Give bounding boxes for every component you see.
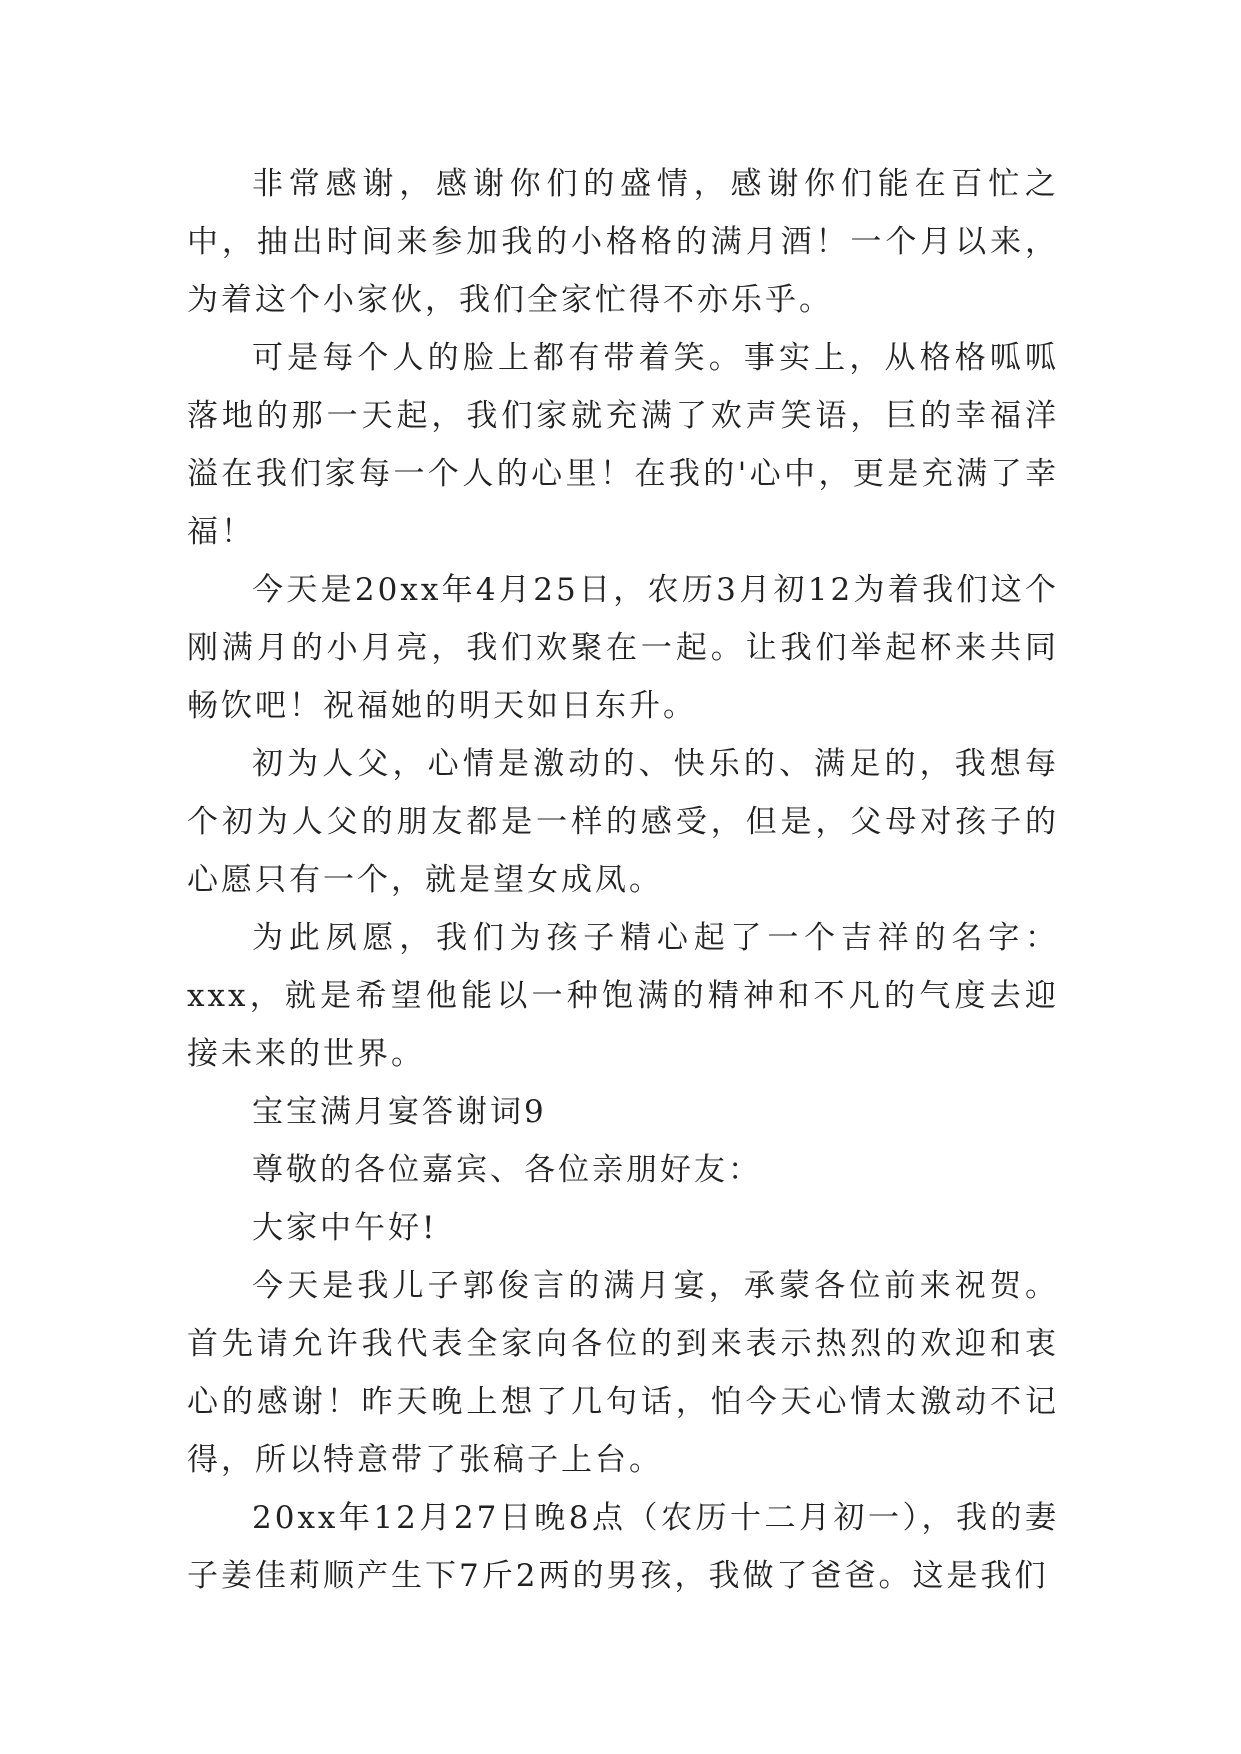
- paragraph-name: 为此夙愿，我们为孩子精心起了一个吉祥的名字：xxx，就是希望他能以一种饱满的精神和不凡的气度去迎接未来的世界。: [187, 920, 1059, 1072]
- paragraph-welcome: 今天是我儿子郭俊言的满月宴，承蒙各位前来祝贺。首先请允许我代表全家向各位的到来表示热烈的欢迎和衷心的感谢！昨天晚上想了几句话，怕今天心情太激动不记得，所以特意带了张稿子上台。: [187, 1268, 1059, 1478]
- paragraph-birth: 20xx年12月27日晚8点（农历十二月初一），我的妻子姜佳莉顺产生下7斤2两的男孩，我做了爸爸。这是我们: [187, 1500, 1059, 1594]
- paragraph-happiness: 可是每个人的脸上都有带着笑。事实上，从格格呱呱落地的那一天起，我们家就充满了欢声笑语，巨的幸福洋溢在我们家每一个人的心里！在我的'心中，更是充满了幸福！: [187, 340, 1059, 550]
- greeting: 大家中午好!: [252, 1210, 438, 1246]
- paragraph-date: 今天是20xx年4月25日，农历3月初12为着我们这个刚满月的小月亮，我们欢聚在一起。让我们举起杯来共同畅饮吧！祝福她的明天如日东升。: [187, 572, 1059, 724]
- paragraph-new-father: 初为人父，心情是激动的、快乐的、满足的，我想每个初为人父的朋友都是一样的感受，但是，父母对孩子的心愿只有一个，就是望女成凤。: [187, 746, 1059, 898]
- salutation: 尊敬的各位嘉宾、各位亲朋好友：: [252, 1152, 762, 1188]
- document-body: [187, 155, 1059, 1605]
- paragraph-thanks: 非常感谢，感谢你们的盛情，感谢你们能在百忙之中，抽出时间来参加我的小格格的满月酒！一个月以来，为着这个小家伙，我们全家忙得不亦乐乎。: [187, 166, 1059, 318]
- section-heading: 宝宝满月宴答谢词9: [252, 1094, 547, 1130]
